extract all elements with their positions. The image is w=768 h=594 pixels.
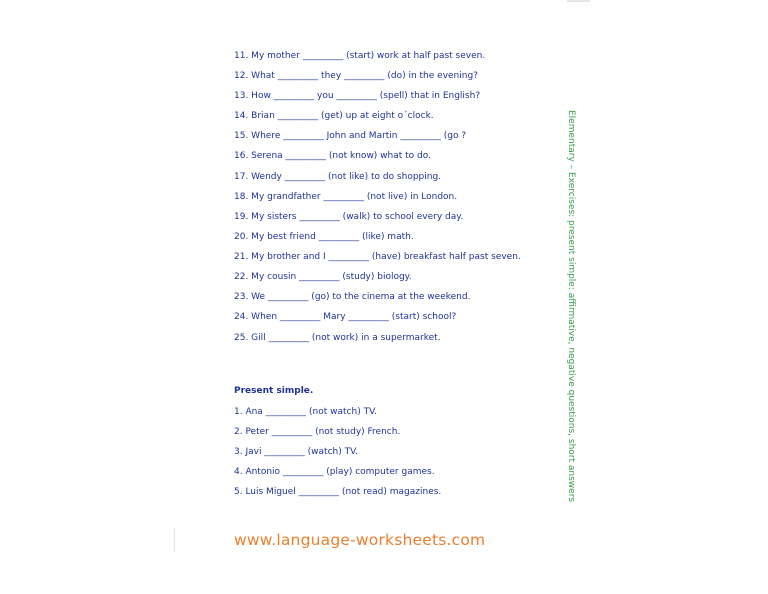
exercise-item-15: 15. Where _________ John and Martin _________ (go ? — [234, 131, 467, 141]
exercise-item-22: 22. My cousin _________ (study) biology. — [234, 272, 412, 282]
exercise-item-20: 20. My best friend _________ (like) math. — [234, 232, 414, 242]
page-top-mark — [567, 0, 590, 2]
exercise-item-3: 3. Javi _________ (watch) TV. — [234, 447, 358, 457]
page-edge-line — [174, 528, 175, 552]
exercise-item-18: 18. My grandfather _________ (not live) in London. — [234, 192, 458, 202]
footer-website-url[interactable]: www.language-worksheets.com — [234, 531, 486, 549]
exercise-item-5: 5. Luis Miguel _________ (not read) magazines. — [234, 487, 442, 497]
exercise-item-17: 17. Wendy _________ (not like) to do shopping. — [234, 172, 442, 182]
exercise-item-24: 24. When _________ Mary _________ (start) school? — [234, 312, 457, 322]
exercise-item-25: 25. Gill _________ (not work) in a supermarket. — [234, 333, 441, 343]
side-label-vertical: Elementary – Exercises: present simple: affirmative, negative questions, short answers — [566, 110, 576, 503]
exercise-item-12: 12. What _________ they _________ (do) in the evening? — [234, 71, 478, 81]
exercise-item-16: 16. Serena _________ (not know) what to do. — [234, 151, 431, 161]
exercise-item-21: 21. My brother and I _________ (have) breakfast half past seven. — [234, 252, 521, 262]
exercise-item-13: 13. How _________ you _________ (spell) that in English? — [234, 91, 481, 101]
exercise-item-11: 11. My mother _________ (start) work at half past seven. — [234, 51, 486, 61]
exercise-item-2: 2. Peter _________ (not study) French. — [234, 427, 401, 437]
exercise-item-14: 14. Brian _________ (get) up at eight o´clock. — [234, 111, 434, 121]
exercise-item-1: 1. Ana _________ (not watch) TV. — [234, 407, 377, 417]
exercise-item-23: 23. We _________ (go) to the cinema at the weekend. — [234, 292, 471, 302]
exercise-item-4: 4. Antonio _________ (play) computer games. — [234, 467, 435, 477]
section-title: Present simple. — [234, 386, 314, 396]
exercise-item-19: 19. My sisters _________ (walk) to school every day. — [234, 212, 464, 222]
